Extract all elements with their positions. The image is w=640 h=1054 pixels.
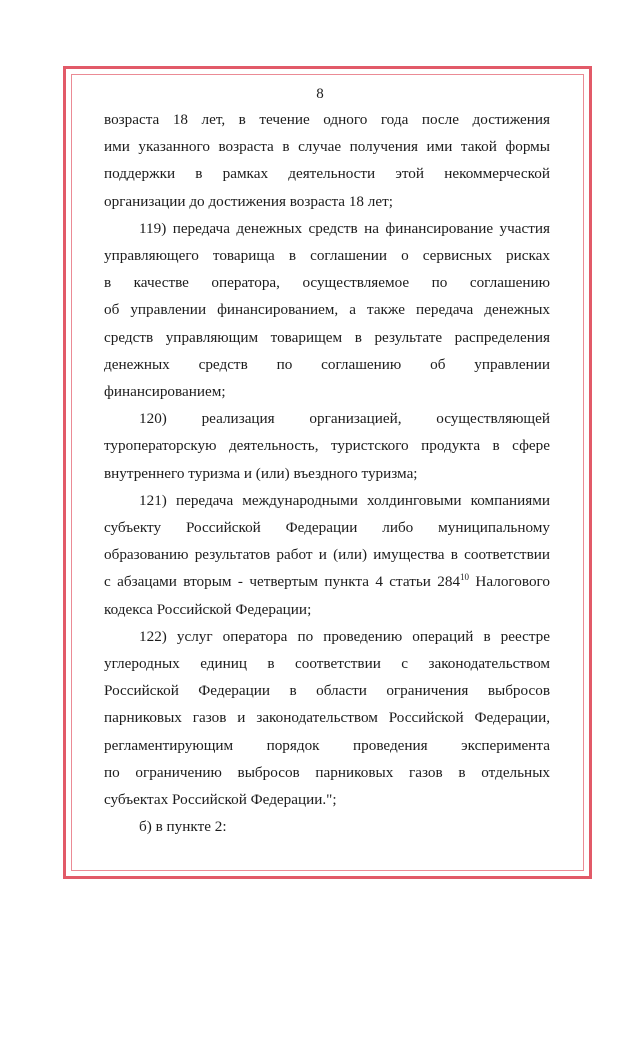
- text-line: кодекса Российской Федерации;: [104, 600, 312, 618]
- text-fragment: Налогового: [469, 573, 550, 591]
- paragraph-item-120: [104, 405, 550, 487]
- text-line: денежных средств по соглашению об управлении: [104, 355, 550, 373]
- paragraph-subitem-b: [104, 813, 550, 840]
- text-line: субъектах Российской Федерации.";: [104, 791, 337, 809]
- text-line: Российской Федерации в области ограничения выбросов: [104, 682, 550, 700]
- text-line: внутреннего туризма и (или) въездного туризма;: [104, 464, 418, 482]
- text-line: субъекту Российской Федерации либо муниципальному: [104, 519, 550, 537]
- text-line: финансированием;: [104, 383, 226, 401]
- text-line-with-superscript: [104, 568, 550, 595]
- page-number: 8: [316, 86, 324, 102]
- paragraph-item-122: [104, 623, 550, 813]
- text-line: возраста 18 лет, в течение одного года после достижения: [104, 111, 550, 128]
- text-line: управляющего товарища в соглашении о сервисных рисках: [104, 247, 550, 265]
- text-line: в качестве оператора, осуществляемое по соглашению: [104, 274, 550, 292]
- text-fragment: с абзацами вторым - четвертым пункта 4 статьи 284: [104, 573, 461, 591]
- text-line: средств управляющим товарищем в результате распределения: [104, 328, 550, 346]
- superscript-article-number: 10: [460, 572, 470, 583]
- paragraph-item-121: [104, 487, 550, 623]
- text-line: регламентирующим порядок проведения эксперимента: [104, 736, 550, 754]
- paragraph-continuation: [104, 106, 550, 215]
- text-line: 121) передача международными холдинговыми компаниями: [139, 491, 550, 509]
- text-line: б) в пункте 2:: [139, 818, 227, 836]
- text-line: образованию результатов работ и (или) имущества в соответствии: [104, 546, 550, 564]
- document-body: [104, 106, 550, 840]
- text-line: 120) реализация организацией, осуществляющей: [139, 410, 550, 428]
- text-line: 119) передача денежных средств на финансирование участия: [139, 219, 550, 237]
- text-line: парниковых газов и законодательством Российской Федерации,: [104, 709, 550, 727]
- text-line: поддержки в рамках деятельности этой некоммерческой: [104, 165, 550, 183]
- text-line: ими указанного возраста в случае получения ими такой формы: [104, 138, 550, 156]
- text-line: углеродных единиц в соответствии с законодательством: [104, 655, 550, 673]
- text-line: об управлении финансированием, а также передача денежных: [104, 301, 550, 319]
- text-line: организации до достижения возраста 18 лет;: [104, 192, 393, 210]
- text-line: туроператорскую деятельность, туристского продукта в сфере: [104, 437, 550, 455]
- paragraph-item-119: [104, 215, 550, 405]
- text-line: 122) услуг оператора по проведению операций в реестре: [139, 627, 550, 645]
- text-line: по ограничению выбросов парниковых газов в отдельных: [104, 763, 550, 781]
